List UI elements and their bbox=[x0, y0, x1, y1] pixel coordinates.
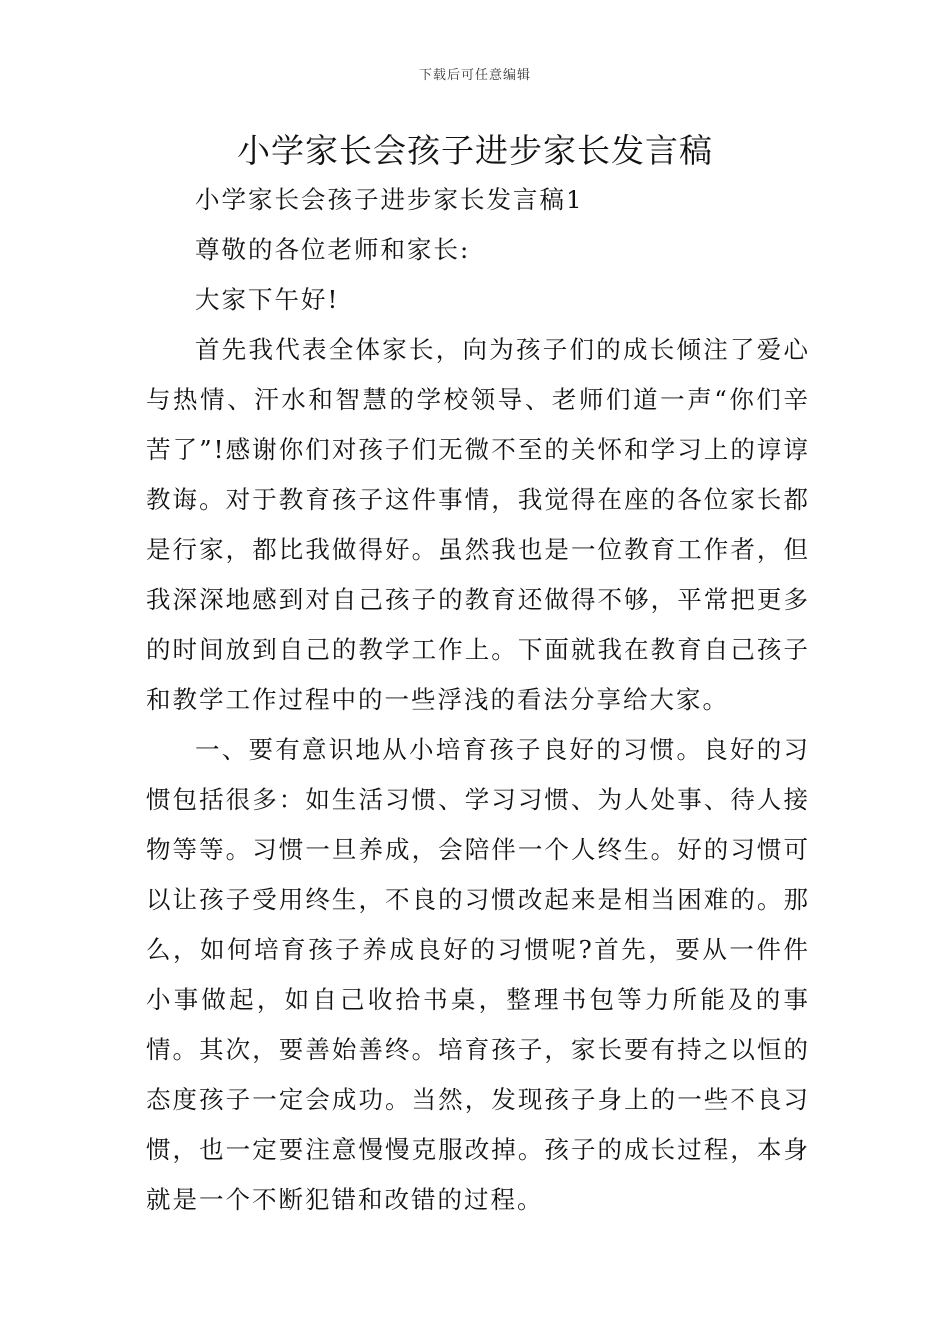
paragraph-greeting: 大家下午好! bbox=[195, 285, 340, 314]
header-note: 下载后可任意编辑 bbox=[418, 68, 531, 83]
document-body bbox=[146, 175, 810, 1225]
paragraph-intro: 首先我代表全体家长，向为孩子们的成长倾注了爱心与热情、汗水和智慧的学校领导、老师们道一声“你们辛苦了”!感谢你们对孩子们无微不至的关怀和学习上的谆谆教诲。对于教育孩子这件事情，我觉得在座的各位家长都是行家，都比我做得好。虽然我也是一位教育工作者，但我深深地感到对自己孩子的教育还做得不够，平常把更多的时间放到自己的教学工作上。下面就我在教育自己孩子和教学工作过程中的一些浮浅的看法分享给大家。 bbox=[146, 335, 810, 714]
paragraph-habits: 一、要有意识地从小培育孩子良好的习惯。良好的习惯包括很多：如生活习惯、学习习惯、为人处事、待人接物等等。习惯一旦养成，会陪伴一个人终生。好的习惯可以让孩子受用终生，不良的习惯改起来是相当困难的。那么，如何培育孩子养成良好的习惯呢?首先，要从一件件小事做起，如自己收拾书桌，整理书包等力所能及的事情。其次，要善始善终。培育孩子，家长要有持之以恒的态度孩子一定会成功。当然，发现孩子身上的一些不良习惯，也一定要注意慢慢克服改掉。孩子的成长过程，本身就是一个不断犯错和改错的过程。 bbox=[146, 735, 810, 1214]
paragraph-heading: 小学家长会孩子进步家长发言稿1 bbox=[195, 185, 584, 214]
paragraph-salutation: 尊敬的各位老师和家长: bbox=[195, 235, 471, 264]
document-title: 小学家长会孩子进步家长发言稿 bbox=[237, 131, 713, 170]
